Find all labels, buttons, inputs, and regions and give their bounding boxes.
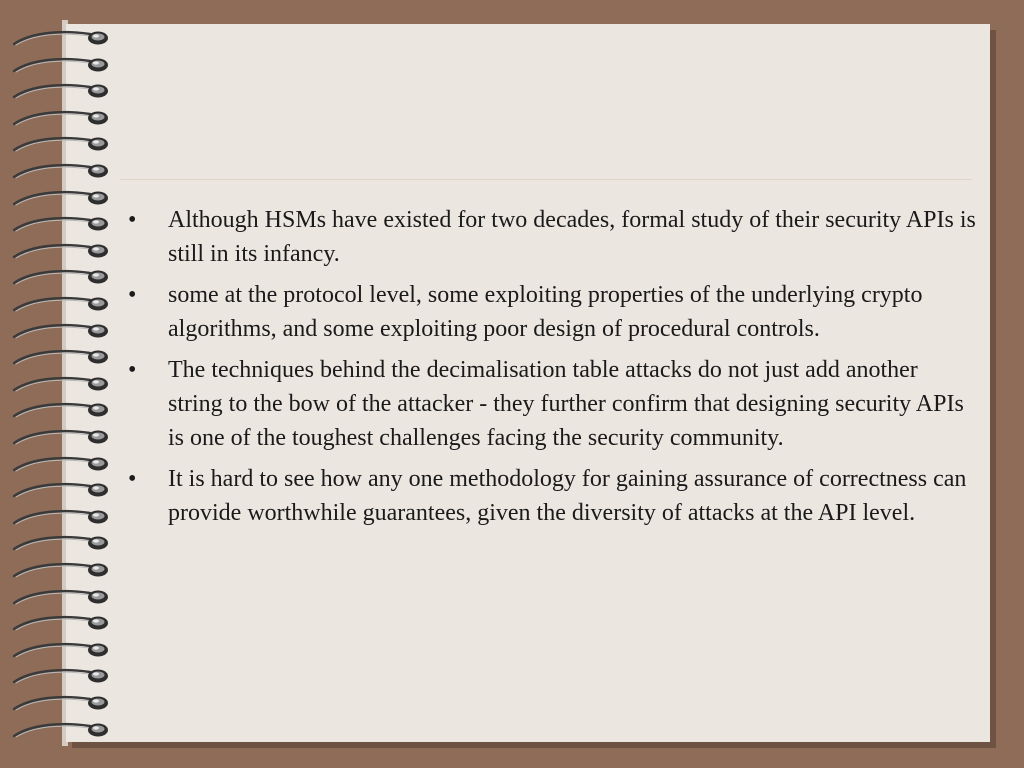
binding-ring-icon bbox=[12, 55, 112, 75]
binding-ring-icon bbox=[12, 321, 112, 341]
binding-ring-icon bbox=[12, 640, 112, 660]
bullet-text: The techniques behind the decimalisation table attacks do not just add another string to the bow of the attacker - they further confirm that designing security APIs is one of the toughest challenges facing the security community. bbox=[168, 357, 964, 451]
list-item bbox=[128, 462, 978, 530]
binding-ring-icon bbox=[12, 28, 112, 48]
binding-ring-icon bbox=[12, 81, 112, 101]
binding-ring-icon bbox=[12, 427, 112, 447]
binding-ring-icon bbox=[12, 507, 112, 527]
binding-ring-icon bbox=[12, 400, 112, 420]
binding-ring-icon bbox=[12, 161, 112, 181]
binding-ring-icon bbox=[12, 587, 112, 607]
binding-ring-icon bbox=[12, 374, 112, 394]
binding-ring-icon bbox=[12, 454, 112, 474]
bullet-icon: • bbox=[128, 357, 137, 383]
binding-ring-icon bbox=[12, 267, 112, 287]
title-divider bbox=[120, 179, 972, 180]
bullet-text: some at the protocol level, some exploiting properties of the underlying crypto algorithms, and some exploiting poor design of procedural controls. bbox=[168, 282, 923, 342]
binding-ring-icon bbox=[12, 347, 112, 367]
binding-ring-icon bbox=[12, 613, 112, 633]
bullet-list bbox=[128, 203, 978, 537]
binding-ring-icon bbox=[12, 533, 112, 553]
bullet-icon: • bbox=[128, 466, 137, 492]
spiral-binding-icon bbox=[0, 28, 120, 748]
list-item bbox=[128, 278, 978, 346]
binding-ring-icon bbox=[12, 560, 112, 580]
binding-ring-icon bbox=[12, 666, 112, 686]
bullet-icon: • bbox=[128, 207, 137, 233]
binding-ring-icon bbox=[12, 720, 112, 740]
binding-ring-icon bbox=[12, 480, 112, 500]
bullet-icon: • bbox=[128, 282, 137, 308]
list-item bbox=[128, 203, 978, 271]
binding-ring-icon bbox=[12, 693, 112, 713]
binding-ring-icon bbox=[12, 294, 112, 314]
binding-ring-icon bbox=[12, 214, 112, 234]
list-item bbox=[128, 353, 978, 455]
binding-ring-icon bbox=[12, 134, 112, 154]
bullet-text: It is hard to see how any one methodology for gaining assurance of correctness can provide worthwhile guarantees, given the diversity of attacks at the API level. bbox=[168, 466, 967, 526]
bullet-text: Although HSMs have existed for two decades, formal study of their security APIs is still in its infancy. bbox=[168, 207, 976, 267]
binding-ring-icon bbox=[12, 241, 112, 261]
binding-ring-icon bbox=[12, 188, 112, 208]
binding-ring-icon bbox=[12, 108, 112, 128]
